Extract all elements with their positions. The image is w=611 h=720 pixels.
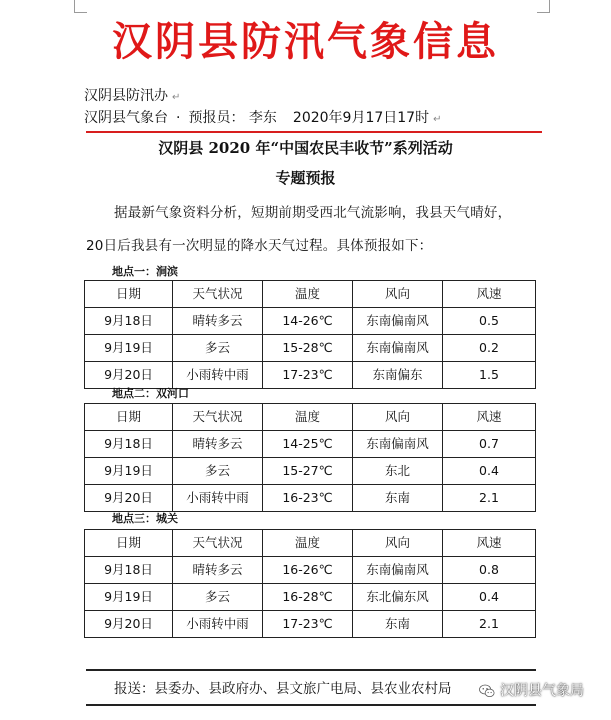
cell-wind-direction: 东南 bbox=[353, 485, 443, 512]
cell-date: 9月18日 bbox=[85, 308, 173, 335]
cell-wind-speed: 2.1 bbox=[443, 611, 536, 638]
doc-title-line1: 汉阴县 2020 年“中国农民丰收节”系列活动 bbox=[158, 139, 453, 157]
cell-date: 9月20日 bbox=[85, 362, 173, 389]
cell-temperature: 15-28℃ bbox=[263, 335, 353, 362]
cell-temperature: 16-28℃ bbox=[263, 584, 353, 611]
watermark bbox=[478, 682, 584, 700]
table-row bbox=[85, 458, 536, 485]
table-row bbox=[85, 431, 536, 458]
header-cell: 温度 bbox=[263, 530, 353, 557]
location-label: 地点二：双河口 bbox=[112, 387, 189, 400]
forecast-table-1 bbox=[84, 280, 536, 389]
table-row bbox=[85, 362, 536, 389]
header-red-rule bbox=[86, 131, 542, 133]
cell-wind-direction: 东南偏南风 bbox=[353, 335, 443, 362]
cell-weather: 多云 bbox=[173, 458, 263, 485]
table-header-row bbox=[85, 281, 536, 308]
header-cell: 温度 bbox=[263, 404, 353, 431]
cell-wind-speed: 0.4 bbox=[443, 584, 536, 611]
cell-weather: 小雨转中雨 bbox=[173, 611, 263, 638]
table-row bbox=[85, 584, 536, 611]
cell-wind-direction: 东南 bbox=[353, 611, 443, 638]
cell-date: 9月20日 bbox=[85, 611, 173, 638]
issue-date: 2020年9月17日17时 bbox=[292, 110, 430, 126]
corner-mark-top-right bbox=[537, 0, 550, 13]
header-cell: 日期 bbox=[85, 281, 173, 308]
header-cell: 天气状况 bbox=[173, 281, 263, 308]
cell-date: 9月18日 bbox=[85, 557, 173, 584]
header-cell: 温度 bbox=[263, 281, 353, 308]
header-cell: 日期 bbox=[85, 530, 173, 557]
header-cell: 天气状况 bbox=[173, 530, 263, 557]
cell-wind-speed: 0.5 bbox=[443, 308, 536, 335]
cell-temperature: 14-26℃ bbox=[263, 308, 353, 335]
issuer-station: 汉阴县气象台 bbox=[84, 110, 168, 126]
cell-date: 9月19日 bbox=[85, 458, 173, 485]
location-label: 地点一：涧滨 bbox=[112, 265, 178, 278]
header-cell: 风速 bbox=[443, 530, 536, 557]
cell-wind-direction: 东南偏南风 bbox=[353, 308, 443, 335]
footer-rule-bottom bbox=[86, 704, 536, 706]
cell-wind-direction: 东南偏东 bbox=[353, 362, 443, 389]
cell-weather: 多云 bbox=[173, 584, 263, 611]
meta-line-2: 汉阴县气象台 · 预报员： 李东 2020年9月17日17时 ↵ bbox=[84, 110, 442, 126]
cell-temperature: 16-26℃ bbox=[263, 557, 353, 584]
header-cell: 风向 bbox=[353, 530, 443, 557]
table-row bbox=[85, 557, 536, 584]
issuer-office: 汉阴县防汛办 bbox=[84, 88, 168, 104]
cell-wind-direction: 东南偏南风 bbox=[353, 431, 443, 458]
footer-distribution: 报送：县委办、县政府办、县文旅广电局、县农业农村局 bbox=[114, 681, 452, 697]
cell-date: 9月19日 bbox=[85, 335, 173, 362]
cell-temperature: 16-23℃ bbox=[263, 485, 353, 512]
table-row bbox=[85, 335, 536, 362]
cell-wind-direction: 东南偏南风 bbox=[353, 557, 443, 584]
cell-wind-speed: 0.2 bbox=[443, 335, 536, 362]
forecast-table-2 bbox=[84, 403, 536, 512]
meta-line-1 bbox=[84, 86, 180, 108]
cell-temperature: 17-23℃ bbox=[263, 362, 353, 389]
cell-temperature: 15-27℃ bbox=[263, 458, 353, 485]
cell-weather: 晴转多云 bbox=[173, 308, 263, 335]
doc-title-line2: 专题预报 bbox=[275, 169, 336, 187]
corner-mark-top-left bbox=[74, 0, 87, 13]
cell-weather: 小雨转中雨 bbox=[173, 485, 263, 512]
header-cell: 风向 bbox=[353, 281, 443, 308]
table-row bbox=[85, 308, 536, 335]
paragraph-mark: ↵ bbox=[433, 114, 442, 125]
cell-date: 9月19日 bbox=[85, 584, 173, 611]
cell-wind-speed: 0.4 bbox=[443, 458, 536, 485]
table-header-row bbox=[85, 404, 536, 431]
cell-weather: 晴转多云 bbox=[173, 431, 263, 458]
cell-wind-direction: 东北 bbox=[353, 458, 443, 485]
forecaster: 预报员： 李东 bbox=[188, 110, 277, 126]
cell-weather: 多云 bbox=[173, 335, 263, 362]
table-row bbox=[85, 485, 536, 512]
cell-date: 9月18日 bbox=[85, 431, 173, 458]
cell-temperature: 17-23℃ bbox=[263, 611, 353, 638]
footer-rule-top bbox=[86, 669, 536, 671]
forecast-table-3 bbox=[84, 529, 536, 638]
watermark-text: 汉阴县气象局 bbox=[500, 683, 584, 699]
cell-wind-speed: 1.5 bbox=[443, 362, 536, 389]
cell-wind-speed: 2.1 bbox=[443, 485, 536, 512]
table-row bbox=[85, 611, 536, 638]
intro-para-line1: 据最新气象资料分析，短期前期受西北气流影响，我县天气晴好， bbox=[114, 205, 512, 221]
cell-date: 9月20日 bbox=[85, 485, 173, 512]
cell-wind-speed: 0.7 bbox=[443, 431, 536, 458]
intro-para-line2: 20日后我县有一次明显的降水天气过程。具体预报如下： bbox=[86, 238, 433, 254]
cell-temperature: 14-25℃ bbox=[263, 431, 353, 458]
location-label: 地点三：城关 bbox=[112, 512, 178, 525]
cell-wind-speed: 0.8 bbox=[443, 557, 536, 584]
wechat-icon bbox=[478, 682, 496, 700]
cell-weather: 晴转多云 bbox=[173, 557, 263, 584]
header-cell: 风速 bbox=[443, 404, 536, 431]
masthead-title: 汉阴县防汛气象信息 bbox=[112, 18, 499, 65]
header-cell: 天气状况 bbox=[173, 404, 263, 431]
header-cell: 日期 bbox=[85, 404, 173, 431]
paragraph-mark: ↵ bbox=[172, 92, 181, 103]
header-cell: 风向 bbox=[353, 404, 443, 431]
table-header-row bbox=[85, 530, 536, 557]
cell-wind-direction: 东北偏东风 bbox=[353, 584, 443, 611]
cell-weather: 小雨转中雨 bbox=[173, 362, 263, 389]
header-cell: 风速 bbox=[443, 281, 536, 308]
